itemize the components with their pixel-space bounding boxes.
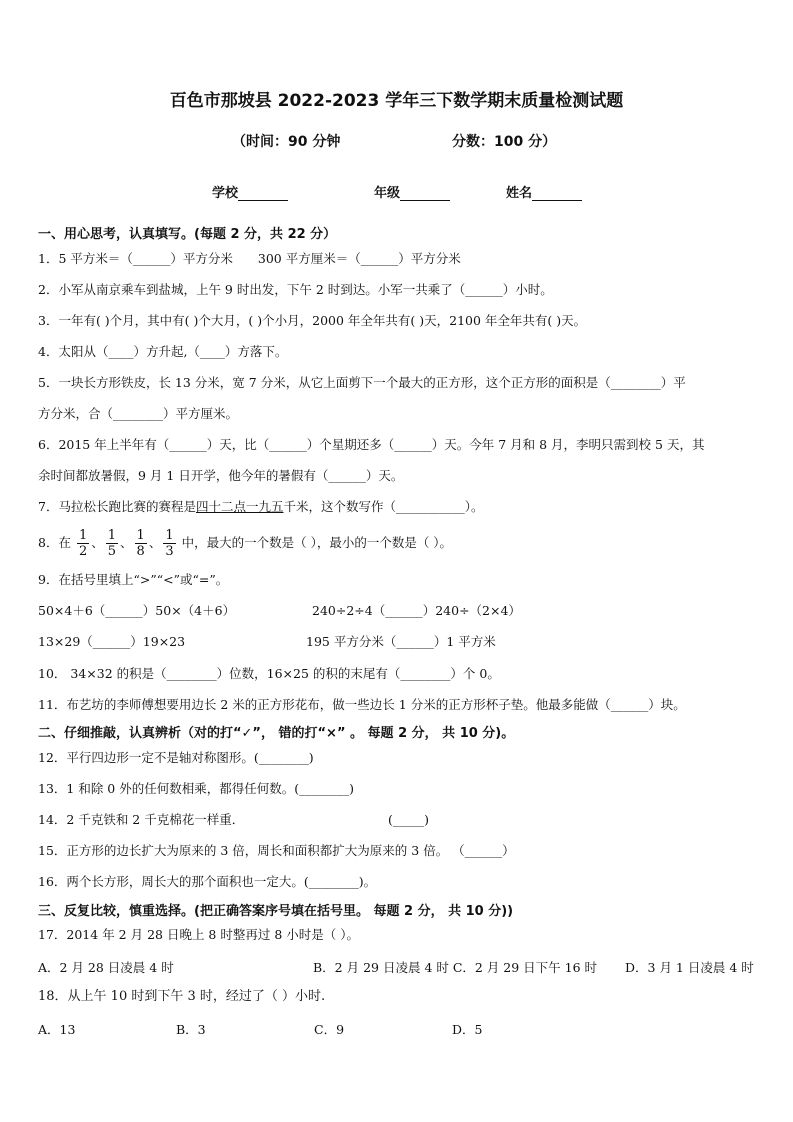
question-18-option-d: D．5	[452, 1022, 483, 1037]
question-3: 3．一年有( )个月，其中有( )个大月，( )个小月，2000 年全年共有( )天，2100 年全年共有( )天。	[38, 313, 587, 328]
question-9d: 195 平方分米（______）1 平方米	[306, 634, 496, 649]
question-8-prefix: 8．在	[38, 535, 71, 550]
section-3-heading: 三、反复比较，慎重选择。(把正确答案序号填在括号里。 每题 2 分， 共 10 分))	[38, 904, 514, 919]
fraction-2: $\frac{1}{5}$	[107, 528, 117, 559]
question-14: 14．2 千克铁和 2 千克棉花一样重．	[38, 812, 245, 827]
question-4: 4．太阳从（____）方升起,（____）方落下。	[38, 344, 288, 359]
question-9a: 50×4＋6（______）50×（4＋6）	[38, 603, 236, 618]
question-8-suffix: 中，最大的一个数是（ ），最小的一个数是（ ）。	[181, 535, 453, 550]
fraction-4: $\frac{1}{3}$	[165, 528, 174, 559]
section-1-heading: 一、用心思考，认真填写。(每题 2 分，共 22 分）	[38, 227, 337, 242]
school-label: 学校	[212, 186, 239, 201]
question-11: 11．布艺坊的李师傅想要用边长 2 米的正方形花布，做一些边长 1 分米的正方形杯子垫。他最多能做（______）块。	[38, 697, 686, 712]
name-label: 姓名	[506, 186, 533, 201]
question-17-option-bc: B．2 月 29 日凌晨 4 时 C．2 月 29 日下午 16 时	[313, 960, 598, 975]
fraction-3: $\frac{1}{8}$	[136, 528, 145, 559]
question-8	[38, 526, 452, 560]
question-15: 15．正方形的边长扩大为原来的 3 倍，周长和面积都扩大为原来的 3 倍。 （______）	[38, 843, 515, 858]
question-12: 12．平行四边形一定不是轴对称图形。(________)	[38, 750, 314, 765]
page-title: 百色市那坡县 2022-2023 学年三下数学期末质量检测试题	[169, 91, 624, 111]
name-blank[interactable]	[532, 188, 582, 201]
question-17-option-a: A．2 月 28 日凌晨 4 时	[38, 960, 174, 975]
question-9: 9．在括号里填上“>”“<”或“=”。	[38, 572, 229, 587]
grade-field	[374, 182, 450, 201]
grade-label: 年级	[374, 186, 401, 201]
separator: 、	[148, 535, 162, 550]
name-field	[506, 182, 582, 201]
question-14-blank: (_____)	[388, 812, 430, 827]
question-7-suffix: 千米，这个数写作（___________）。	[283, 499, 484, 514]
exam-time: （时间：90 分钟	[232, 134, 341, 150]
school-field	[212, 182, 288, 201]
school-blank[interactable]	[238, 188, 288, 201]
question-18-option-b: B．3	[176, 1022, 206, 1037]
question-9c: 13×29（______）19×23	[38, 634, 186, 649]
question-17-option-d: D．3 月 1 日凌晨 4 时	[625, 960, 754, 975]
question-2: 2．小军从南京乘车到盐城，上午 9 时出发，下午 2 时到达。小军一共乘了（______）小时。	[38, 282, 553, 297]
question-17: 17．2014 年 2 月 28 日晚上 8 时整再过 8 小时是（ ）。	[38, 927, 359, 942]
question-18-option-a: A．13	[38, 1022, 76, 1037]
question-5-line-1: 5．一块长方形铁皮，长 13 分米，宽 7 分米，从它上面剪下一个最大的正方形，这个正方形的面积是（________）平	[38, 375, 686, 390]
question-6-line-1: 6．2015 年上半年有（______）天，比（______）个星期还多（______）天。今年 7 月和 8 月，李明只需到校 5 天，其	[38, 437, 705, 452]
question-9b: 240÷2÷4（______）240÷（2×4）	[312, 603, 521, 618]
question-1: 1．5 平方米＝（______）平方分米 300 平方厘米＝（______）平方分米	[38, 251, 461, 266]
question-16: 16．两个长方形，周长大的那个面积也一定大。(________)。	[38, 874, 377, 889]
grade-blank[interactable]	[400, 188, 450, 201]
exam-score: 分数：100 分）	[452, 134, 557, 150]
question-18: 18．从上午 10 时到下午 3 时，经过了（ ）小时.	[38, 989, 326, 1004]
question-5-line-2: 方分米，合（________）平方厘米。	[38, 406, 239, 421]
section-2-heading: 二、仔细推敲，认真辨析（对的打“✓”， 错的打“×” 。 每题 2 分， 共 10 分)。	[38, 726, 515, 741]
question-7-underlined: 四十二点一九五	[195, 499, 284, 514]
question-13: 13．1 和除 0 外的任何数相乘，都得任何数。(________)	[38, 781, 354, 796]
fraction-1: $\frac{1}{2}$	[78, 528, 88, 559]
question-7-prefix: 7．马拉松长跑比赛的赛程是	[38, 499, 196, 514]
separator: 、	[91, 535, 104, 550]
question-7	[38, 499, 484, 515]
question-18-option-c: C．9	[314, 1022, 345, 1037]
question-10: 10． 34×32 的积是（________）位数，16×25 的积的末尾有（________）个 0。	[38, 666, 500, 681]
separator: 、	[120, 535, 133, 550]
question-6-line-2: 余时间都放暑假，9 月 1 日开学，他今年的暑假有（______）天。	[38, 468, 404, 483]
